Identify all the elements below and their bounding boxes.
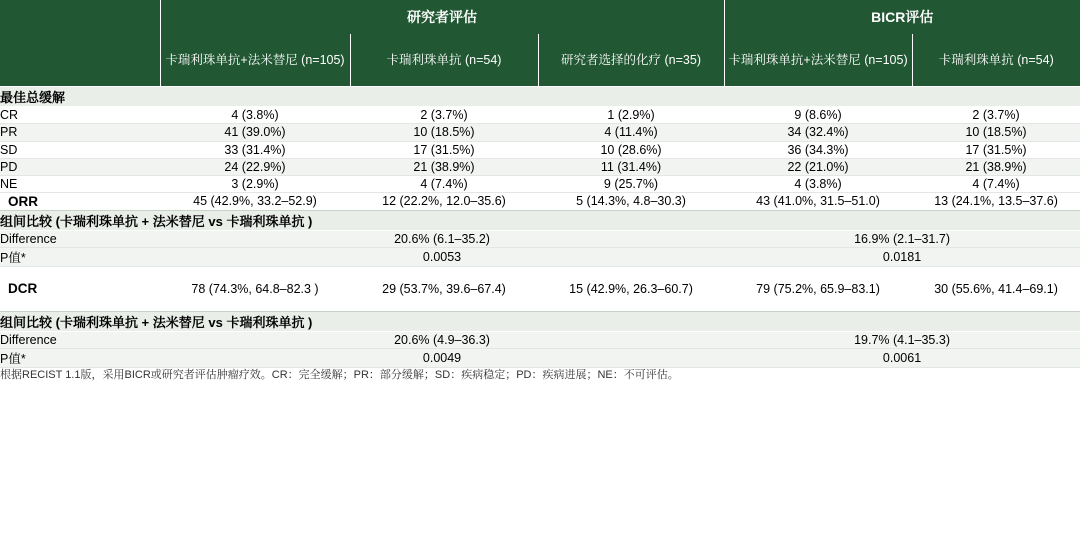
cell-ne-inv-cam: 4 (7.4%) xyxy=(350,176,538,193)
header-col-inv-cam-fam: 卡瑞利珠单抗+法米替尼 (n=105) xyxy=(160,34,350,87)
table-row-orr xyxy=(0,193,1080,210)
table-row xyxy=(0,107,1080,124)
cell-pr-inv-camfam: 41 (39.0%) xyxy=(160,124,350,141)
table-header-group-row xyxy=(0,0,1080,34)
cell-dcr-inv-chemo: 15 (42.9%, 26.3–60.7) xyxy=(538,266,724,311)
section-title-best-response: 最佳总缓解 xyxy=(0,87,1080,107)
table-row xyxy=(0,141,1080,158)
cell-pd-inv-cam: 21 (38.9%) xyxy=(350,158,538,175)
cell-pr-inv-chemo: 4 (11.4%) xyxy=(538,124,724,141)
cell-dcr-difference-bicr: 19.7% (4.1–35.3) xyxy=(724,331,1080,348)
table-row xyxy=(0,230,1080,247)
cell-pr-inv-cam: 10 (18.5%) xyxy=(350,124,538,141)
cell-orr-bicr-camfam: 43 (41.0%, 31.5–51.0) xyxy=(724,193,912,210)
row-label-dcr: DCR xyxy=(0,266,160,311)
cell-orr-difference-investigator: 20.6% (6.1–35.2) xyxy=(160,230,724,247)
cell-pr-bicr-camfam: 34 (32.4%) xyxy=(724,124,912,141)
row-label-sd: SD xyxy=(0,141,160,158)
header-col-bicr-cam-fam: 卡瑞利珠单抗+法米替尼 (n=105) xyxy=(724,34,912,87)
cell-pd-inv-camfam: 24 (22.9%) xyxy=(160,158,350,175)
header-group-bicr: BICR评估 xyxy=(724,0,1080,34)
cell-dcr-pvalue-bicr: 0.0061 xyxy=(724,349,1080,368)
cell-pd-bicr-cam: 21 (38.9%) xyxy=(912,158,1080,175)
table-row xyxy=(0,124,1080,141)
cell-orr-pvalue-bicr: 0.0181 xyxy=(724,247,1080,266)
cell-cr-bicr-camfam: 9 (8.6%) xyxy=(724,107,912,124)
cell-orr-inv-camfam: 45 (42.9%, 33.2–52.9) xyxy=(160,193,350,210)
row-label-dcr-difference: Difference xyxy=(0,331,160,348)
row-label-orr-difference: Difference xyxy=(0,230,160,247)
cell-cr-inv-cam: 2 (3.7%) xyxy=(350,107,538,124)
table-row-dcr xyxy=(0,266,1080,311)
cell-orr-pvalue-investigator: 0.0053 xyxy=(160,247,724,266)
cell-ne-inv-camfam: 3 (2.9%) xyxy=(160,176,350,193)
cell-pd-bicr-camfam: 22 (21.0%) xyxy=(724,158,912,175)
row-label-pd: PD xyxy=(0,158,160,175)
cell-dcr-bicr-cam: 30 (55.6%, 41.4–69.1) xyxy=(912,266,1080,311)
cell-dcr-inv-camfam: 78 (74.3%, 64.8–82.3 ) xyxy=(160,266,350,311)
cell-ne-inv-chemo: 9 (25.7%) xyxy=(538,176,724,193)
cell-orr-inv-chemo: 5 (14.3%, 4.8–30.3) xyxy=(538,193,724,210)
header-col-inv-cam: 卡瑞利珠单抗 (n=54) xyxy=(350,34,538,87)
cell-sd-inv-chemo: 10 (28.6%) xyxy=(538,141,724,158)
row-label-dcr-pvalue: P值* xyxy=(0,349,160,368)
cell-dcr-bicr-camfam: 79 (75.2%, 65.9–83.1) xyxy=(724,266,912,311)
cell-dcr-inv-cam: 29 (53.7%, 39.6–67.4) xyxy=(350,266,538,311)
table-row xyxy=(0,176,1080,193)
table-footnote: 根据RECIST 1.1版，采用BICR或研究者评估肿瘤疗效。CR：完全缓解；PR：部分缓解；SD：疾病稳定；PD：疾病进展；NE：不可评估。 xyxy=(0,368,1080,384)
cell-sd-bicr-cam: 17 (31.5%) xyxy=(912,141,1080,158)
header-group-investigator: 研究者评估 xyxy=(160,0,724,34)
section-header-best-response xyxy=(0,87,1080,107)
section-title-comparison-dcr: 组间比较 (卡瑞利珠单抗 + 法米替尼 vs 卡瑞利珠单抗 ) xyxy=(0,311,1080,331)
cell-orr-inv-cam: 12 (22.2%, 12.0–35.6) xyxy=(350,193,538,210)
cell-orr-bicr-cam: 13 (24.1%, 13.5–37.6) xyxy=(912,193,1080,210)
table-row xyxy=(0,158,1080,175)
section-header-comparison-dcr xyxy=(0,311,1080,331)
cell-dcr-pvalue-investigator: 0.0049 xyxy=(160,349,724,368)
table-footnote-row xyxy=(0,368,1080,384)
header-col-inv-chemo: 研究者选择的化疗 (n=35) xyxy=(538,34,724,87)
cell-ne-bicr-cam: 4 (7.4%) xyxy=(912,176,1080,193)
section-title-comparison-orr: 组间比较 (卡瑞利珠单抗 + 法米替尼 vs 卡瑞利珠单抗 ) xyxy=(0,210,1080,230)
cell-cr-inv-chemo: 1 (2.9%) xyxy=(538,107,724,124)
table-row xyxy=(0,349,1080,368)
cell-cr-inv-camfam: 4 (3.8%) xyxy=(160,107,350,124)
table-header-column-row xyxy=(0,34,1080,87)
cell-ne-bicr-camfam: 4 (3.8%) xyxy=(724,176,912,193)
cell-pr-bicr-cam: 10 (18.5%) xyxy=(912,124,1080,141)
table-row xyxy=(0,247,1080,266)
row-label-pr: PR xyxy=(0,124,160,141)
cell-sd-bicr-camfam: 36 (34.3%) xyxy=(724,141,912,158)
cell-sd-inv-camfam: 33 (31.4%) xyxy=(160,141,350,158)
row-label-cr: CR xyxy=(0,107,160,124)
row-label-orr-pvalue: P值* xyxy=(0,247,160,266)
cell-cr-bicr-cam: 2 (3.7%) xyxy=(912,107,1080,124)
cell-orr-difference-bicr: 16.9% (2.1–31.7) xyxy=(724,230,1080,247)
cell-pd-inv-chemo: 11 (31.4%) xyxy=(538,158,724,175)
section-header-comparison-orr xyxy=(0,210,1080,230)
row-label-ne: NE xyxy=(0,176,160,193)
cell-sd-inv-cam: 17 (31.5%) xyxy=(350,141,538,158)
table-row xyxy=(0,331,1080,348)
header-col-bicr-cam: 卡瑞利珠单抗 (n=54) xyxy=(912,34,1080,87)
header-corner-cell xyxy=(0,0,160,34)
cell-dcr-difference-investigator: 20.6% (4.9–36.3) xyxy=(160,331,724,348)
header-corner-cell-2 xyxy=(0,34,160,87)
row-label-orr: ORR xyxy=(0,193,160,210)
